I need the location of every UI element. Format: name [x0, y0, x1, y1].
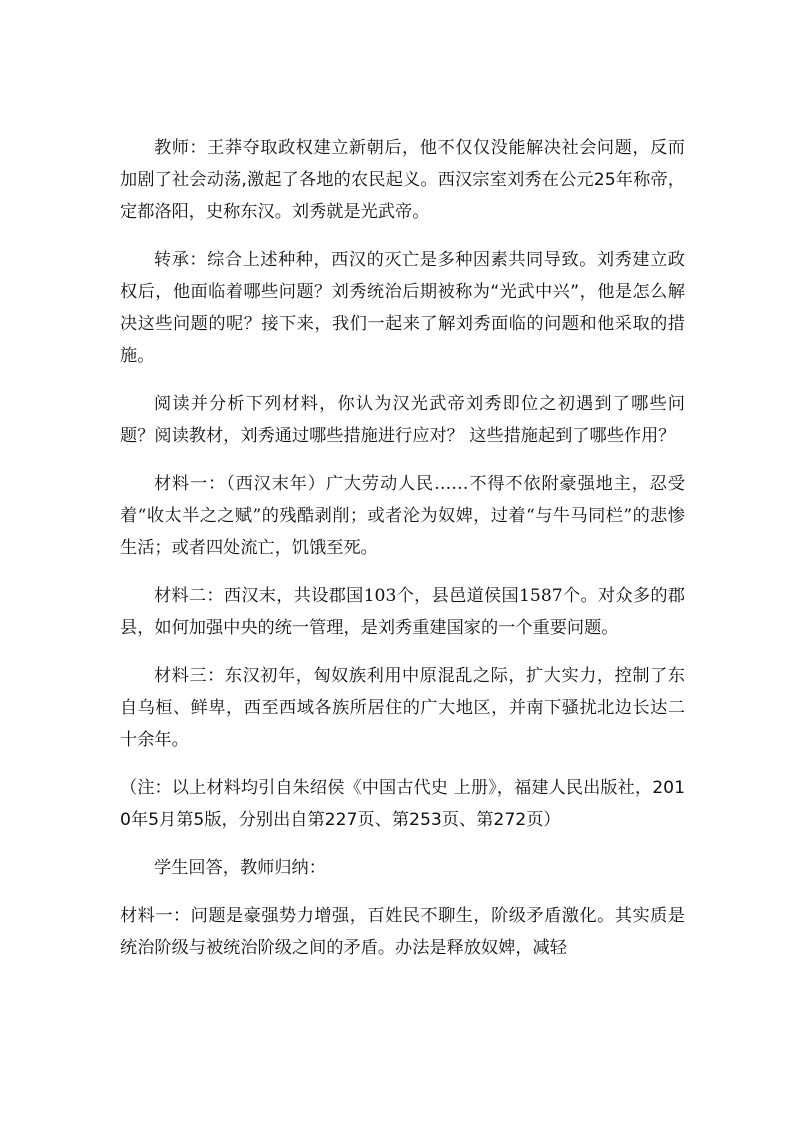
paragraph-teacher-intro: 教师：王莽夺取政权建立新朝后，他不仅仅没能解决社会问题，反而加剧了社会动荡,激起了各地的农民起义。西汉宗室刘秀在公元25年称帝，定都洛阳，史称东汉。刘秀就是光武帝。 [120, 138, 685, 222]
paragraph-answer-material-1: 材料一：问题是豪强势力增强，百姓民不聊生，阶级矛盾激化。其实质是统治阶级与被统治阶级之间的矛盾。办法是释放奴婢，减轻 [120, 906, 685, 958]
paragraph-material-3: 材料三：东汉初年，匈奴族利用中原混乱之际，扩大实力，控制了东自乌桓、鲜卑，西至西域各族所居住的广大地区，并南下骚扰北边长达二十余年。 [120, 666, 685, 750]
document-body [120, 132, 685, 964]
paragraph-material-2: 材料二：西汉末，共设郡国103个，县邑道侯国1587个。对众多的郡县，如何加强中央的统一管理，是刘秀重建国家的一个重要问题。 [120, 586, 685, 638]
paragraph-reading-task: 阅读并分析下列材料，你认为汉光武帝刘秀即位之初遇到了哪些问题？阅读教材，刘秀通过哪些措施进行应对？ 这些措施起到了哪些作用？ [120, 394, 685, 446]
paragraph-material-1: 材料一：（西汉末年）广大劳动人民……不得不依附豪强地主，忍受着“收太半之之赋”的残酷剥削；或者沦为奴婢，过着“与牛马同栏”的悲惨生活；或者四处流亡，饥饿至死。 [120, 474, 685, 558]
paragraph-student-answer: 学生回答，教师归纳： [154, 858, 326, 878]
paragraph-source-note: （注：以上材料均引自朱绍侯《中国古代史 上册》，福建人民出版社，2010年5月第5版，分别出自第227页、第253页、第272页） [120, 778, 685, 830]
paragraph-transition: 转承：综合上述种种，西汉的灭亡是多种因素共同导致。刘秀建立政权后，他面临着哪些问题？刘秀统治后期被称为“光武中兴”，他是怎么解决这些问题的呢？接下来，我们一起来了解刘秀面临的问题和他采取的措施。 [120, 250, 685, 366]
